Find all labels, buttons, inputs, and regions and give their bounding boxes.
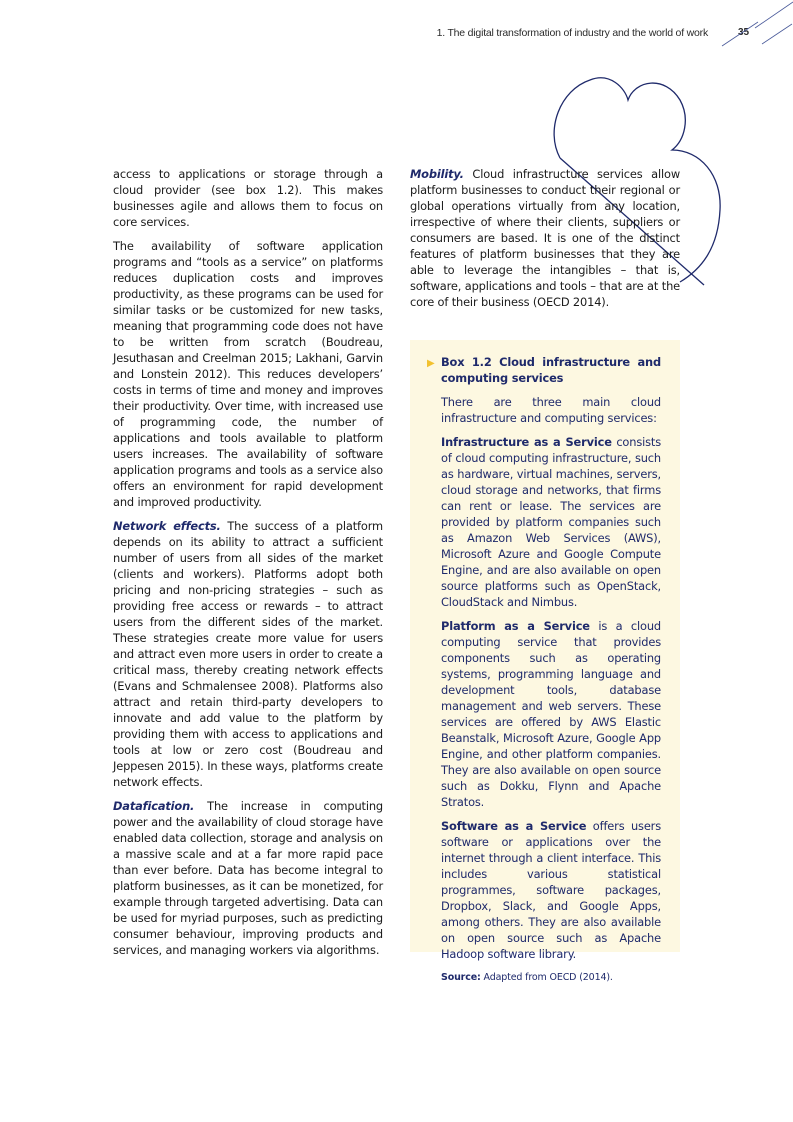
paragraph-body: Cloud infrastructure services allow platform businesses to conduct their regional or global operations virtually from any location, irrespective of where their clients, suppliers or consumers are based. It is one of the distinct features of platform businesses that they are able to leverage the intangibles – that is, software, applications and tools – that are at the core of their business (OECD 2014).: [410, 167, 680, 309]
right-column: [410, 166, 680, 318]
term-body: is a cloud computing service that provides components such as operating systems, programming language and development tools, database management and web servers. These services are offered by AWS Elastic Beanstalk, Microsoft Azure, Google App Engine, and other platform companies. They are also available on open source such as Dokku, Flynn and Apache Stratos.: [441, 619, 662, 809]
lead-heading: Network effects.: [113, 519, 221, 533]
box-saas: [441, 818, 661, 962]
box-paas: [441, 618, 661, 810]
source-text: Adapted from OECD (2014).: [480, 972, 613, 983]
paragraph-body: The increase in computing power and the availability of cloud storage have enabled data collection, storage and analysis on a massive scale and at a far more rapid pace than ever before. Data has become integral to platform businesses, as it can be monetized, for example through targeted advertising. Data can be used for myriad purposes, such as predicting consumer behaviour, improving products and services, and managing workers via algorithms.: [113, 799, 383, 957]
term: Platform as a Service: [441, 619, 590, 633]
box-source: [441, 970, 661, 986]
page-number: 35: [738, 27, 750, 38]
header-slash-top: [755, 2, 793, 28]
paragraph-network-effects: [113, 518, 383, 790]
paragraph: access to applications or storage through a cloud provider (see box 1.2). This makes businesses agile and allows them to focus on core services.: [113, 167, 383, 229]
paragraph-body: The success of a platform depends on its ability to attract a sufficient number of users from all sides of the market (clients and workers). Platforms adopt both pricing and non-pricing strategies – such as providing free access or rewards – to attract users from the different sides of the market. These strategies create more value for users and attract even more users in order to create a critical mass, thereby creating network effects (Evans and Schmalensee 2008). Platforms also attract and retain third-party developers to innovate and add value to the platform by providing them with access to applications and tools at low or zero cost (Boudreau and Jeppesen 2015). In these ways, platforms create network effects.: [113, 519, 383, 789]
box-iaas: [441, 434, 661, 610]
paragraph-mobility: [410, 166, 680, 310]
left-column: [113, 166, 383, 966]
term: Software as a Service: [441, 819, 587, 833]
box-title: [427, 354, 661, 386]
header-slash-left: [722, 22, 758, 46]
term-body: consists of cloud computing infrastructure, such as hardware, virtual machines, servers, cloud storage and networks, that firms can rent or lease. The services are provided by platform companies such as Amazon Web Services (AWS), Microsoft Azure and Google Compute Engine, and are also available on open source platforms such as OpenStack, CloudStack and Nimbus.: [441, 435, 662, 609]
term: Infrastructure as a Service: [441, 435, 612, 449]
triangle-right-icon: ▶: [427, 358, 435, 369]
running-header: 1. The digital transformation of industry and the world of work: [436, 27, 708, 39]
term-body: offers users software or applications over the internet through a client interface. This includes various statistical programmes, software packages, Dropbox, Slack, and Google Apps, among others. They are also available on open source such as Apache Hadoop software library.: [441, 819, 661, 961]
paragraph: The availability of software application programs and “tools as a service” on platforms reduces duplication costs and improves productivity, as these programs can be used for similar tasks or be customized for new tasks, meaning that programming code does not have to be written from scratch (Boudreau, Jesuthasan and Creelman 2015; Lakhani, Garvin and Lonstein 2012). This reduces developers’ costs in terms of time and money and improves their productivity. Over time, with increased use of programming code, the number of applications and tools available to platform users increases. The availability of software application programs and tools as a service also offers an environment for rapid development and improved productivity.: [113, 239, 383, 509]
header-slash-right: [762, 24, 792, 44]
info-box: [410, 340, 680, 983]
lead-heading: Mobility.: [410, 167, 464, 181]
lead-heading: Datafication.: [113, 799, 195, 813]
box-title-text: Box 1.2 Cloud infrastructure and computing services: [441, 355, 661, 385]
box-content: [427, 354, 662, 994]
source-label: Source:: [441, 972, 481, 983]
paragraph-datafication: [113, 798, 383, 958]
box-intro: There are three main cloud infrastructure and computing services:: [441, 395, 661, 425]
